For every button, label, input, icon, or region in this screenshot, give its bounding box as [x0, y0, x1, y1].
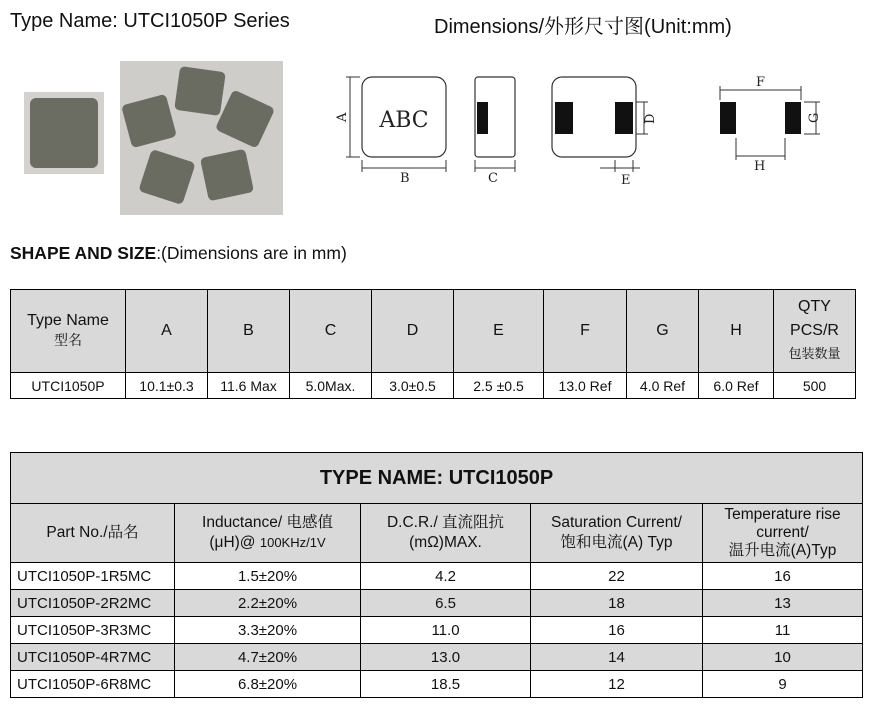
header-dcr-line2: (mΩ)MAX.	[409, 534, 482, 551]
cell-inductance: 1.5±20%	[175, 563, 361, 590]
cell-temperature: 9	[703, 671, 863, 698]
cell-temperature: 11	[703, 617, 863, 644]
cell-dcr: 4.2	[361, 563, 531, 590]
header-type-name	[11, 290, 126, 373]
header-qty-line1: QTY	[798, 298, 831, 315]
cell-inductance: 4.7±20%	[175, 644, 361, 671]
cell-dcr: 13.0	[361, 644, 531, 671]
header-temperature-line3: 温升电流(A)Typ	[728, 542, 837, 559]
header-h: H	[699, 290, 774, 373]
header-part-no: Part No./品名	[11, 504, 175, 563]
shape-size-title-bold: SHAPE AND SIZE	[10, 243, 157, 263]
cell-dcr: 11.0	[361, 617, 531, 644]
header-type-name-en: Type Name	[27, 312, 109, 329]
product-photo-group	[120, 61, 283, 215]
cell-saturation: 14	[531, 644, 703, 671]
type-table-title: TYPE NAME: UTCI1050P	[11, 453, 863, 504]
header-inductance	[175, 504, 361, 563]
type-table-header	[11, 504, 863, 563]
cell-part: UTCI1050P-1R5MC	[11, 563, 175, 590]
cell-temperature: 13	[703, 590, 863, 617]
type-table-title-row	[11, 453, 863, 504]
cell-saturation: 12	[531, 671, 703, 698]
cell-dcr: 18.5	[361, 671, 531, 698]
dimension-drawings	[330, 60, 830, 200]
inductor-chip-image	[30, 98, 98, 168]
table-row	[11, 563, 863, 590]
size-table-row	[11, 373, 856, 399]
cell-g: 4.0 Ref	[627, 373, 699, 399]
cell-inductance: 6.8±20%	[175, 671, 361, 698]
inductor-chip-image	[200, 149, 254, 202]
shape-size-title-rest: :(Dimensions are in mm)	[156, 243, 347, 263]
header-inductance-unit: (μH)@	[209, 534, 256, 551]
cell-part: UTCI1050P-6R8MC	[11, 671, 175, 698]
dim-label-e: E	[621, 173, 631, 188]
cell-qty: 500	[774, 373, 856, 399]
dim-label-g: G	[807, 112, 822, 123]
cell-part: UTCI1050P-3R3MC	[11, 617, 175, 644]
header-temperature-line1: Temperature rise	[724, 506, 841, 523]
dim-label-a: A	[335, 112, 350, 122]
header-inductance-condition: 100KHz/1V	[259, 535, 326, 550]
header-temperature	[703, 504, 863, 563]
product-photo-single	[24, 92, 104, 174]
cell-b: 11.6 Max	[208, 373, 290, 399]
cell-h: 6.0 Ref	[699, 373, 774, 399]
header-inductance-line1: Inductance/ 电感值	[202, 514, 333, 531]
header-qty-line2: PCS/R	[790, 322, 839, 339]
shape-size-title	[10, 243, 347, 264]
header-g: G	[627, 290, 699, 373]
cell-inductance: 3.3±20%	[175, 617, 361, 644]
header-e: E	[454, 290, 544, 373]
cell-a: 10.1±0.3	[126, 373, 208, 399]
inductor-chip-image	[121, 94, 177, 148]
cell-temperature: 10	[703, 644, 863, 671]
inductor-chip-image	[174, 66, 226, 116]
cell-dcr: 6.5	[361, 590, 531, 617]
cell-inductance: 2.2±20%	[175, 590, 361, 617]
dim-label-f: F	[756, 75, 766, 90]
dimensions-title: Dimensions/外形尺寸图(Unit:mm)	[434, 16, 732, 38]
cell-e: 2.5 ±0.5	[454, 373, 544, 399]
cell-c: 5.0Max.	[290, 373, 372, 399]
cell-temperature: 16	[703, 563, 863, 590]
dim-label-h: H	[754, 159, 766, 174]
cell-saturation: 22	[531, 563, 703, 590]
size-table-header	[11, 290, 856, 373]
dim-label-b: B	[400, 171, 410, 186]
header-d: D	[372, 290, 454, 373]
inductor-chip-image	[138, 149, 195, 205]
header-b: B	[208, 290, 290, 373]
marking-text: ABC	[379, 108, 429, 133]
header-saturation	[531, 504, 703, 563]
cell-type-name: UTCI1050P	[11, 373, 126, 399]
cell-saturation: 16	[531, 617, 703, 644]
header-a: A	[126, 290, 208, 373]
header-c: C	[290, 290, 372, 373]
cell-f: 13.0 Ref	[544, 373, 627, 399]
cell-part: UTCI1050P-4R7MC	[11, 644, 175, 671]
dim-label-d: D	[643, 113, 658, 124]
table-row	[11, 644, 863, 671]
size-table	[10, 289, 856, 399]
header-saturation-line2: 饱和电流(A) Typ	[560, 534, 673, 551]
cell-part: UTCI1050P-2R2MC	[11, 590, 175, 617]
cell-saturation: 18	[531, 590, 703, 617]
cell-d: 3.0±0.5	[372, 373, 454, 399]
type-name-title: Type Name: UTCI1050P Series	[10, 10, 290, 32]
inductor-chip-image	[215, 89, 275, 148]
header-qty	[774, 290, 856, 373]
table-row	[11, 590, 863, 617]
header-qty-cn: 包装数量	[788, 347, 841, 362]
header-saturation-line1: Saturation Current/	[551, 514, 682, 531]
dim-label-c: C	[488, 171, 498, 186]
header-temperature-line2: current/	[756, 524, 809, 541]
table-row	[11, 671, 863, 698]
header-f: F	[544, 290, 627, 373]
type-table	[10, 452, 863, 698]
table-row	[11, 617, 863, 644]
header-dcr	[361, 504, 531, 563]
header-dcr-line1: D.C.R./ 直流阻抗	[386, 514, 505, 531]
header-type-name-cn: 型名	[54, 333, 82, 349]
